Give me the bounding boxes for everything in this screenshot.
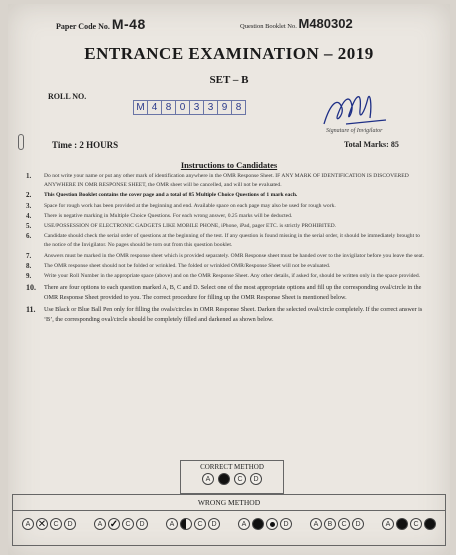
- bubble-d-filled: [424, 518, 436, 530]
- paper-code-value: M-48: [111, 16, 146, 32]
- bubble-b: B: [324, 518, 336, 530]
- wrong-example-half: [166, 518, 220, 530]
- bubble-b-half-filled: [180, 518, 192, 530]
- roll-digit: M: [133, 100, 148, 115]
- instructions-list: [22, 172, 426, 327]
- instruction-item: 9. Write your Roll Number in the appropriate space (above) and on the OMR Response Sheet. Any other details, if asked for, should be written only in the space provided.: [26, 272, 421, 281]
- booklet-number-value: M480302: [298, 16, 353, 31]
- bubble-c: C: [122, 518, 134, 530]
- bubble-d: D: [250, 473, 262, 485]
- roll-digit: 8: [161, 100, 176, 115]
- bubble-c: C: [338, 518, 350, 530]
- paper-code: [56, 16, 146, 32]
- bubble-d: D: [280, 518, 292, 530]
- bubble-a: A: [94, 518, 106, 530]
- wrong-example-multi: [382, 518, 436, 530]
- roll-digit: 8: [231, 100, 246, 115]
- bubble-a: A: [238, 518, 250, 530]
- bubble-b-crossed: [36, 518, 48, 530]
- bubble-b-ticked: [108, 518, 120, 530]
- paper-code-label: Paper Code No.: [56, 22, 110, 31]
- instruction-item: 3. Space for rough work has been provided at the beginning and end. Available space on each page may also be used for rough work.: [26, 201, 336, 210]
- binding-clip: [18, 134, 24, 150]
- bubble-c: C: [234, 473, 246, 485]
- roll-number-label: ROLL NO.: [48, 92, 87, 101]
- roll-digit: 3: [189, 100, 204, 115]
- bubble-c: C: [50, 518, 62, 530]
- wrong-example-tick: [94, 518, 148, 530]
- booklet-number-label: Question Booklet No.: [240, 23, 297, 30]
- bubble-d: D: [136, 518, 148, 530]
- signature-label: Signature of Invigilator: [326, 128, 383, 134]
- exam-title: ENTRANCE EXAMINATION – 2019: [84, 44, 374, 63]
- exam-time: Time : 2 HOURS: [52, 140, 119, 150]
- bubble-b-filled: [396, 518, 408, 530]
- wrong-example-cross: [22, 518, 76, 530]
- instruction-item: 11. Use Black or Blue Ball Pen only for filling the ovals/circles in OMR Response Sheet. Darken the selected oval/circle completely. If the correct answer is ‘B’, the corresponding oval/circle should be completely filled and darkened as shown below.: [26, 304, 423, 324]
- bubble-a: A: [382, 518, 394, 530]
- bubble-a: A: [310, 518, 322, 530]
- bubble-b-filled: B: [218, 473, 230, 485]
- bubble-b-filled: [252, 518, 264, 530]
- instruction-item: 2. This Question Booklet contains the cover page and a total of 85 Multiple Choice Questions of 1 mark each.: [26, 191, 298, 200]
- bubble-d: D: [64, 518, 76, 530]
- correct-method-box: [180, 460, 284, 494]
- instruction-item: 8. The OMR response sheet should not be folded or wrinkled. The folded or wrinkled OMR/Response Sheet will not be evaluated.: [26, 262, 331, 271]
- roll-digit: 9: [217, 100, 232, 115]
- wrong-example-empty: [310, 518, 364, 530]
- bubble-c: C: [194, 518, 206, 530]
- bubble-d: D: [352, 518, 364, 530]
- roll-digit: 3: [203, 100, 218, 115]
- total-marks: Total Marks: 85: [344, 140, 399, 149]
- correct-method-bubbles: [181, 473, 283, 485]
- wrong-method-label: WRONG METHOD: [13, 498, 445, 511]
- booklet-number: [240, 16, 353, 31]
- exam-set: SET – B: [209, 74, 249, 86]
- instruction-item: 4. There is negative marking in Multiple Choice Questions. For each wrong answer, 0.25 marks will be deducted.: [26, 211, 293, 220]
- instruction-item: 6. Candidate should check the serial order of questions at the beginning of the test. If any question is found missing in the serial order, it should be immediately brought to the notice of the Invigilator. No pages should be torn out from this question booklet.: [26, 232, 420, 249]
- question-booklet-cover: [8, 4, 450, 555]
- bubble-a: A: [166, 518, 178, 530]
- roll-number-boxes: [134, 100, 246, 115]
- bubble-c-dotted: [266, 518, 278, 530]
- instruction-item: 5. USE/POSSESSION OF ELECTRONIC GADGETS LIKE MOBILE PHONE, iPhone, iPad, pager ETC. is strictly PROHIBITED.: [26, 222, 337, 231]
- bubble-a: A: [202, 473, 214, 485]
- roll-digit: 0: [175, 100, 190, 115]
- bubble-d: D: [208, 518, 220, 530]
- roll-digit: 4: [147, 100, 162, 115]
- correct-method-label: CORRECT METHOD: [200, 463, 264, 471]
- wrong-example-dot: [238, 518, 292, 530]
- wrong-method-examples: [13, 518, 445, 530]
- instruction-item: 10. There are four options to each question marked A, B, C and D. Select one of the most appropriate options and fill up the corresponding oval/circle in the OMR Response Sheet provided to you. The correct procedure for filling up the OMR Response Sheet is mentioned below.: [26, 282, 422, 302]
- instruction-item: 1. Do not write your name or put any other mark of identification anywhere in the OMR Response Sheet. IF ANY MARK OF IDENTIFICATION IS DISCOVERED ANYWHERE IN OMR RESPONSE SHEET, the OMR sheet will be cancelled, and will not be evaluated.: [26, 172, 409, 188]
- bubble-a: A: [22, 518, 34, 530]
- wrong-method-box: [12, 494, 446, 546]
- instruction-item: 7. Answers must be marked in the OMR response sheet which is provided separately. OMR Response sheet must be handed over to the invigilator before you leave the seat.: [26, 251, 425, 260]
- bubble-c: C: [410, 518, 422, 530]
- instructions-title: Instructions to Candidates: [180, 160, 278, 170]
